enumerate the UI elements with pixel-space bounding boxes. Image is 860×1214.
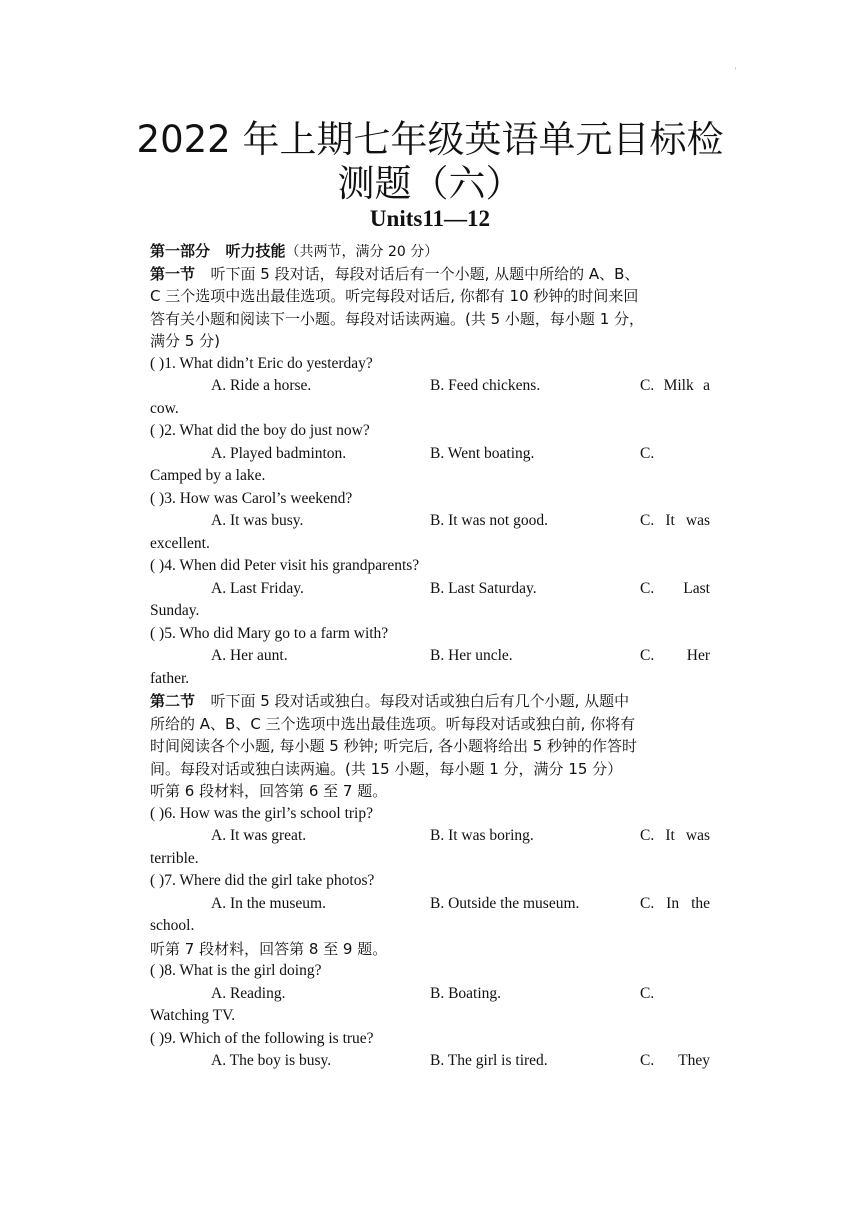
- title-line-1: 2022 年上期七年级英语单元目标检: [136, 118, 724, 161]
- option-c-wrap: Sunday.: [150, 602, 200, 619]
- option-c-wrap: Camped by a lake.: [150, 467, 266, 484]
- title-line-2: 测题（六）: [337, 162, 523, 205]
- option-c: C.: [640, 984, 655, 1002]
- section2-line-2: 所给的 A、B、C 三个选项中选出最佳选项。听每段对话或独白前, 你将有: [150, 714, 636, 733]
- question-4-options: [150, 578, 710, 601]
- option-c: C.: [640, 444, 655, 462]
- option-c: C. It was: [640, 512, 710, 529]
- question-1: ( )1. What didn’t Eric do yesterday?: [150, 354, 373, 372]
- option-c: C. Her: [640, 647, 710, 664]
- question-6-options: [150, 825, 710, 848]
- question-8-options: [150, 983, 710, 1006]
- option-c: C. It was: [640, 827, 710, 844]
- option-c: C. Last: [640, 579, 710, 597]
- question-9-options: [150, 1050, 710, 1073]
- exam-content: [150, 240, 710, 1073]
- material-6-instruction: 听第 6 段材料，回答第 6 至 7 题。: [150, 782, 388, 800]
- option-c: C. They: [640, 1052, 710, 1069]
- option-c-wrap: school.: [150, 917, 195, 934]
- document-title: [120, 118, 740, 206]
- option-a: A. Reading.: [211, 984, 286, 1002]
- option-c-wrap: cow.: [150, 399, 179, 417]
- option-b: B. Outside the museum.: [430, 894, 580, 912]
- option-a: A. The boy is busy.: [211, 1052, 332, 1069]
- question-7-options: [150, 893, 710, 916]
- question-2-options: [150, 443, 710, 466]
- part1-label: 第一部分: [150, 242, 211, 260]
- question-7: ( )7. Where did the girl take photos?: [150, 872, 375, 889]
- section2-label: 第二节: [150, 692, 196, 710]
- question-4: ( )4. When did Peter visit his grandparents?: [150, 557, 420, 574]
- corner-mark: ': [735, 66, 737, 75]
- part1-name: 听力技能: [225, 242, 286, 260]
- question-5-options: [150, 645, 710, 668]
- question-3-options: [150, 510, 710, 533]
- option-a: A. In the museum.: [211, 894, 326, 912]
- option-a: A. It was great.: [211, 827, 307, 844]
- section2-line-1: 第二节 听下面 5 段对话或独白。每段对话或独白后有几个小题, 从题中: [150, 692, 630, 710]
- option-b: B. It was not good.: [430, 512, 548, 529]
- section1-line-2: C 三个选项中选出最佳选项。听完每段对话后, 你都有 10 秒钟的时间来回: [150, 287, 639, 305]
- option-c: C. Milk a: [640, 377, 710, 394]
- section1-line-3: 答有关小题和阅读下一小题。每段对话读两遍。(共 5 小题，每小题 1 分，: [150, 309, 645, 328]
- option-a: A. Ride a horse.: [211, 377, 312, 394]
- units-subtitle: Units11—12: [369, 206, 491, 231]
- part1-note: （共两节，满分 20 分）: [285, 244, 439, 260]
- option-c-wrap: father.: [150, 669, 190, 687]
- section2-line-4: 间。每段对话或独白读两遍。(共 15 小题，每小题 1 分，满分 15 分）: [150, 759, 623, 778]
- question-3: ( )3. How was Carol’s weekend?: [150, 489, 353, 507]
- option-b: B. The girl is tired.: [430, 1052, 548, 1069]
- option-b: B. It was boring.: [430, 827, 534, 844]
- question-5: ( )5. Who did Mary go to a farm with?: [150, 624, 389, 642]
- option-a: A. It was busy.: [211, 512, 304, 529]
- question-9: ( )9. Which of the following is true?: [150, 1029, 374, 1047]
- section1-label: 第一节: [150, 264, 196, 283]
- option-b: B. Boating.: [430, 984, 502, 1002]
- question-1-options: [150, 375, 710, 398]
- question-8: ( )8. What is the girl doing?: [150, 962, 322, 979]
- section2-line-3: 时间阅读各个小题, 每小题 5 秒钟; 听完后, 各小题将给出 5 秒钟的作答时: [150, 737, 638, 755]
- material-7-instruction: 听第 7 段材料，回答第 8 至 9 题。: [150, 939, 388, 958]
- option-c: C. In the: [640, 894, 710, 912]
- section1-line-4: 满分 5 分): [150, 332, 220, 350]
- section1-line-1: 第一节 听下面 5 段对话，每段对话后有一个小题, 从题中所给的 A、B、: [150, 264, 640, 283]
- question-6: ( )6. How was the girl’s school trip?: [150, 804, 373, 822]
- option-a: A. Her aunt.: [211, 647, 288, 664]
- option-c-wrap: terrible.: [150, 849, 199, 867]
- option-b: B. Last Saturday.: [430, 579, 537, 597]
- option-c-wrap: excellent.: [150, 534, 210, 552]
- option-a: A. Last Friday.: [211, 579, 304, 597]
- part1-heading: [150, 240, 710, 263]
- option-b: B. Feed chickens.: [430, 377, 541, 394]
- question-2: ( )2. What did the boy do just now?: [150, 422, 370, 439]
- option-b: B. Went boating.: [430, 444, 535, 462]
- option-b: B. Her uncle.: [430, 647, 513, 664]
- option-c-wrap: Watching TV.: [150, 1007, 236, 1024]
- option-a: A. Played badminton.: [211, 444, 347, 462]
